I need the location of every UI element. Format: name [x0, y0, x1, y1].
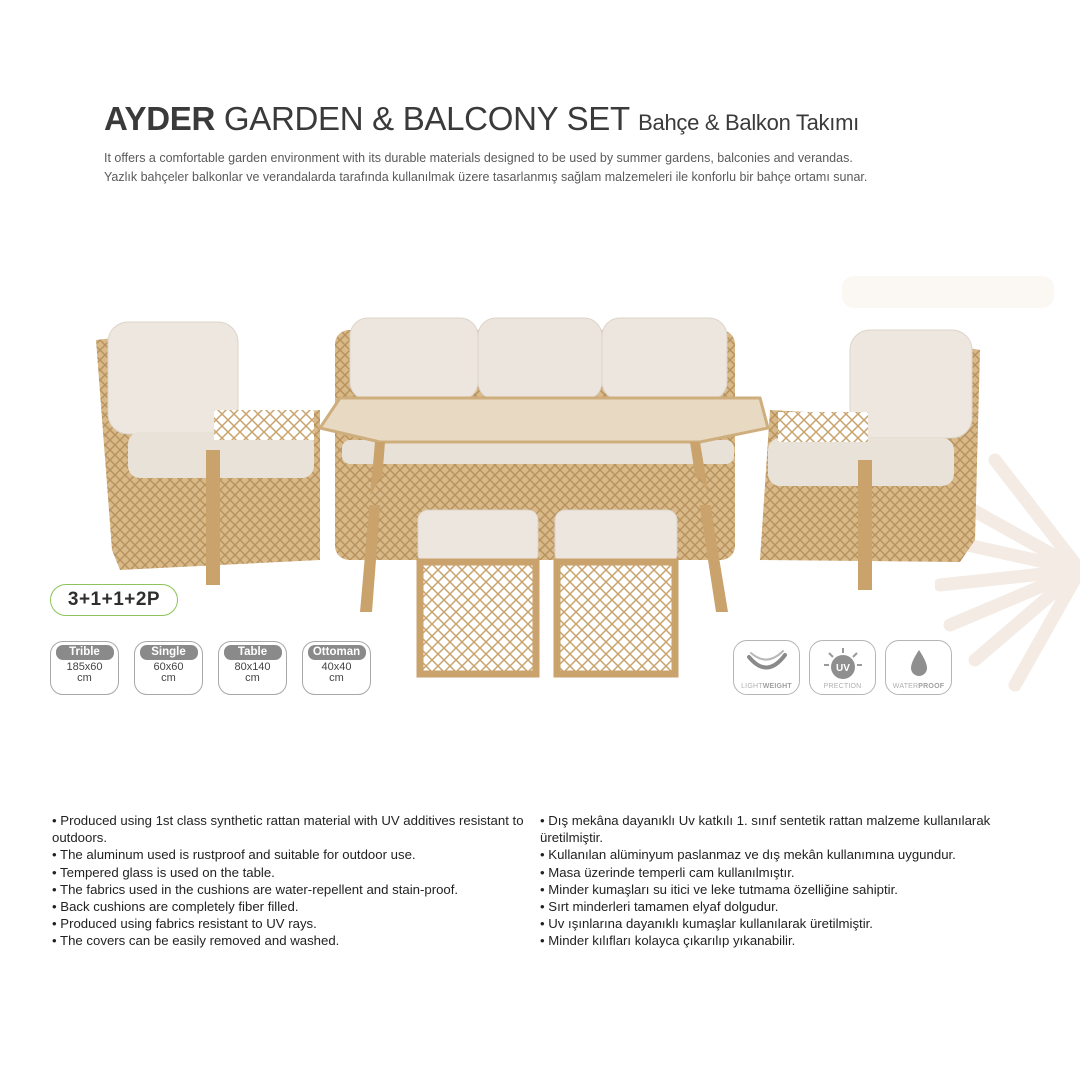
- feature-label-proof: PROOF: [918, 683, 945, 690]
- list-item: • Kullanılan alüminyum paslanmaz ve dış mekân kullanımına uygundur.: [540, 847, 956, 863]
- dining-table: [320, 398, 768, 612]
- title-turkish: Bahçe & Balkon Takımı: [638, 110, 859, 135]
- list-item: • Masa üzerinde temperli cam kullanılmıştır.: [540, 864, 795, 880]
- description-english: It offers a comfortable garden environment with its durable materials designed to be used by summer gardens, balconies and verandas.: [104, 151, 853, 165]
- list-item: • Minder kılıfları kolayca çıkarılıp yıkanabilir.: [540, 933, 796, 949]
- feather-icon: [745, 647, 789, 677]
- list-item: • The aluminum used is rustproof and suitable for outdoor use.: [52, 847, 416, 863]
- page-title: [104, 100, 859, 138]
- dimension-unit: cm: [161, 672, 176, 684]
- list-item: • Produced using 1st class synthetic rattan material with UV additives resistant to outdoors.: [52, 813, 524, 846]
- dimension-size: 60x60: [153, 661, 184, 673]
- dimension-unit: cm: [77, 672, 92, 684]
- dimension-name: Single: [140, 645, 198, 660]
- uv-badge-text: UV: [835, 663, 850, 674]
- brand-name: AYDER: [104, 100, 215, 137]
- dimension-size: 40x40: [321, 661, 352, 673]
- feature-icons: [733, 640, 952, 695]
- feature-label-weight: WEIGHT: [762, 683, 792, 690]
- list-item: • Dış mekâna dayanıklı Uv katkılı 1. sınıf sentetik rattan malzeme kullanılarak üretilmiştir.: [540, 813, 991, 846]
- dimension-badge-table: [218, 641, 287, 695]
- sun-icon: [821, 647, 865, 679]
- bullet-list-english: [52, 812, 536, 950]
- dimension-badge-single: [134, 641, 203, 695]
- feature-uv-protection: [809, 640, 876, 695]
- bullet-list-turkish: [540, 812, 1040, 950]
- list-item: • The covers can be easily removed and washed.: [52, 933, 340, 949]
- feature-waterproof: [885, 640, 952, 695]
- dimension-unit: cm: [245, 672, 260, 684]
- dimension-name: Trible: [56, 645, 114, 660]
- dimension-badge-ottoman: [302, 641, 371, 695]
- feature-lightweight: [733, 640, 800, 695]
- dimension-name: Ottoman: [308, 645, 366, 660]
- configuration-badge: 3+1+1+2P: [50, 584, 178, 616]
- feature-label-uv: PRECTION: [823, 683, 862, 690]
- title-text: GARDEN & BALCONY SET: [223, 100, 630, 137]
- list-item: • Tempered glass is used on the table.: [52, 864, 275, 880]
- dimension-size: 185x60: [66, 661, 103, 673]
- description-turkish: Yazlık bahçeler balkonlar ve verandalarda tarafında kullanılmak üzere tasarlanmış sağlam malzemeleri ile konforlu bir bahçe ortamı sunar.: [104, 170, 868, 184]
- armchair-left: [96, 322, 320, 585]
- dimension-unit: cm: [329, 672, 344, 684]
- feature-label-water: WATER: [892, 683, 919, 690]
- water-drop-icon: [897, 647, 941, 679]
- list-item: • Back cushions are completely fiber filled.: [52, 899, 299, 915]
- dimension-size: 80x140: [234, 661, 271, 673]
- list-item: • Sırt minderleri tamamen elyaf dolgudur.: [540, 899, 779, 915]
- list-item: • The fabrics used in the cushions are water-repellent and stain-proof.: [52, 881, 459, 897]
- list-item: • Uv ışınlarına dayanıklı kumaşlar kullanılarak üretilmiştir.: [540, 916, 873, 932]
- dimension-name: Table: [224, 645, 282, 660]
- dimension-badge-trible: [50, 641, 119, 695]
- dimension-badges: [50, 641, 371, 695]
- list-item: • Minder kumaşları su itici ve leke tutmama özelliğine sahiptir.: [540, 881, 898, 897]
- armchair-right: [760, 330, 980, 590]
- list-item: • Produced using fabrics resistant to UV rays.: [52, 916, 317, 932]
- feature-label-light: LIGHT: [741, 683, 763, 690]
